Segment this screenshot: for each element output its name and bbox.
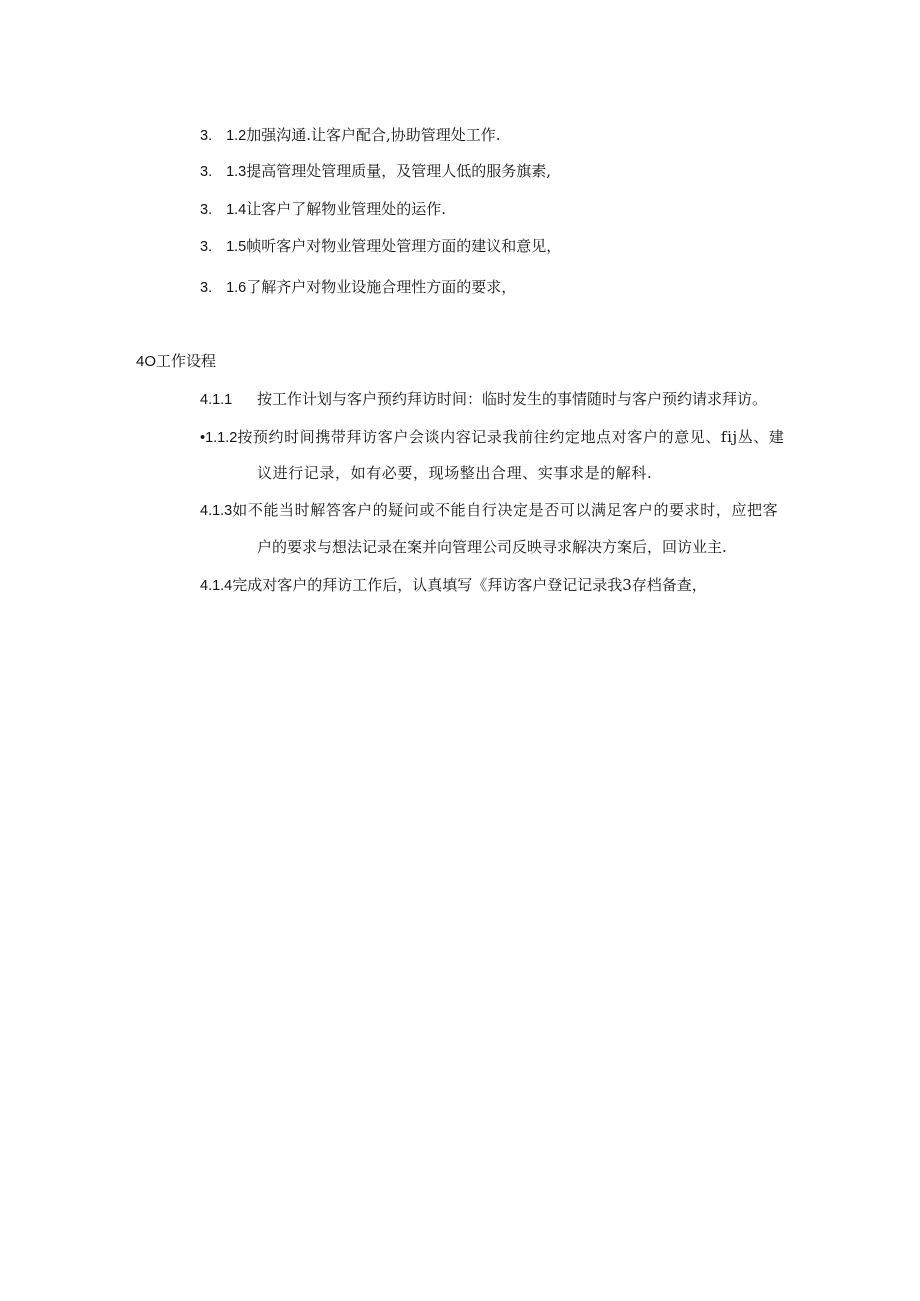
- list-item-4-1-2-continuation: [257, 463, 652, 483]
- section-heading: 4O工作设程: [136, 353, 217, 370]
- item-subnumber: 1.6: [226, 280, 247, 296]
- item-number: 4.1.4: [200, 578, 233, 594]
- item-text: 了解齐户对物业设施合理性方面的要求，: [246, 278, 517, 296]
- list-item-4-1-1: [200, 389, 767, 410]
- item-number: 3.: [200, 239, 213, 255]
- item-text-line-2: 议进行记录，如有必要，现场整出合理、实事求是的解科.: [257, 464, 653, 482]
- list-item-3-1-3: [200, 161, 551, 182]
- item-text: 帧听客户对物业管理处管理方面的建议和意见，: [246, 237, 562, 255]
- item-number: 3.: [200, 280, 213, 296]
- list-item-4-1-4: [200, 575, 707, 596]
- item-number: 3.: [200, 202, 213, 218]
- list-item-4-1-2: [200, 427, 785, 448]
- item-text: 提高管理处管理质量，及管理人低的服务旗素,: [246, 162, 552, 180]
- item-text-line-2: 户的要求与想法记录在案并向管理公司反映寻求解决方案后，回访业主.: [257, 538, 727, 556]
- item-number: •1.1.2: [200, 430, 238, 446]
- item-text: 让客户了解物业管理处的运作.: [246, 200, 447, 218]
- item-number: 4.1.3: [200, 503, 233, 519]
- item-text: 按工作计划与客户预约拜访时间：临时发生的事情随时与客户预约请求拜访。: [257, 390, 768, 408]
- item-subnumber: 1.4: [226, 202, 247, 218]
- item-number: 4.1.1: [200, 392, 233, 408]
- list-item-4-1-3: [200, 500, 778, 521]
- item-subnumber: 1.2: [226, 128, 247, 144]
- item-text: 完成对客户的拜访工作后，认真填写《拜访客户登记记录我3存档备查，: [232, 576, 707, 594]
- list-item-3-1-4: [200, 199, 446, 220]
- item-subnumber: 1.5: [226, 239, 247, 255]
- item-text-line-1: 如不能当时解答客户的疑问或不能自行决定是否可以满足客户的要求时，应把客: [232, 501, 779, 519]
- item-text-line-1: 按预约时间携带拜访客户会谈内容记录我前往约定地点对客户的意见、fij丛、建: [237, 428, 785, 446]
- item-number: 3.: [200, 128, 213, 144]
- list-item-3-1-2: [200, 125, 501, 146]
- item-subnumber: 1.3: [226, 164, 247, 180]
- item-text: 加强沟通.让客户配合,协助管理处工作.: [246, 126, 501, 144]
- list-item-3-1-5: [200, 236, 561, 257]
- list-item-4-1-3-continuation: [257, 537, 727, 557]
- list-item-3-1-6: [200, 277, 516, 298]
- item-number: 3.: [200, 164, 213, 180]
